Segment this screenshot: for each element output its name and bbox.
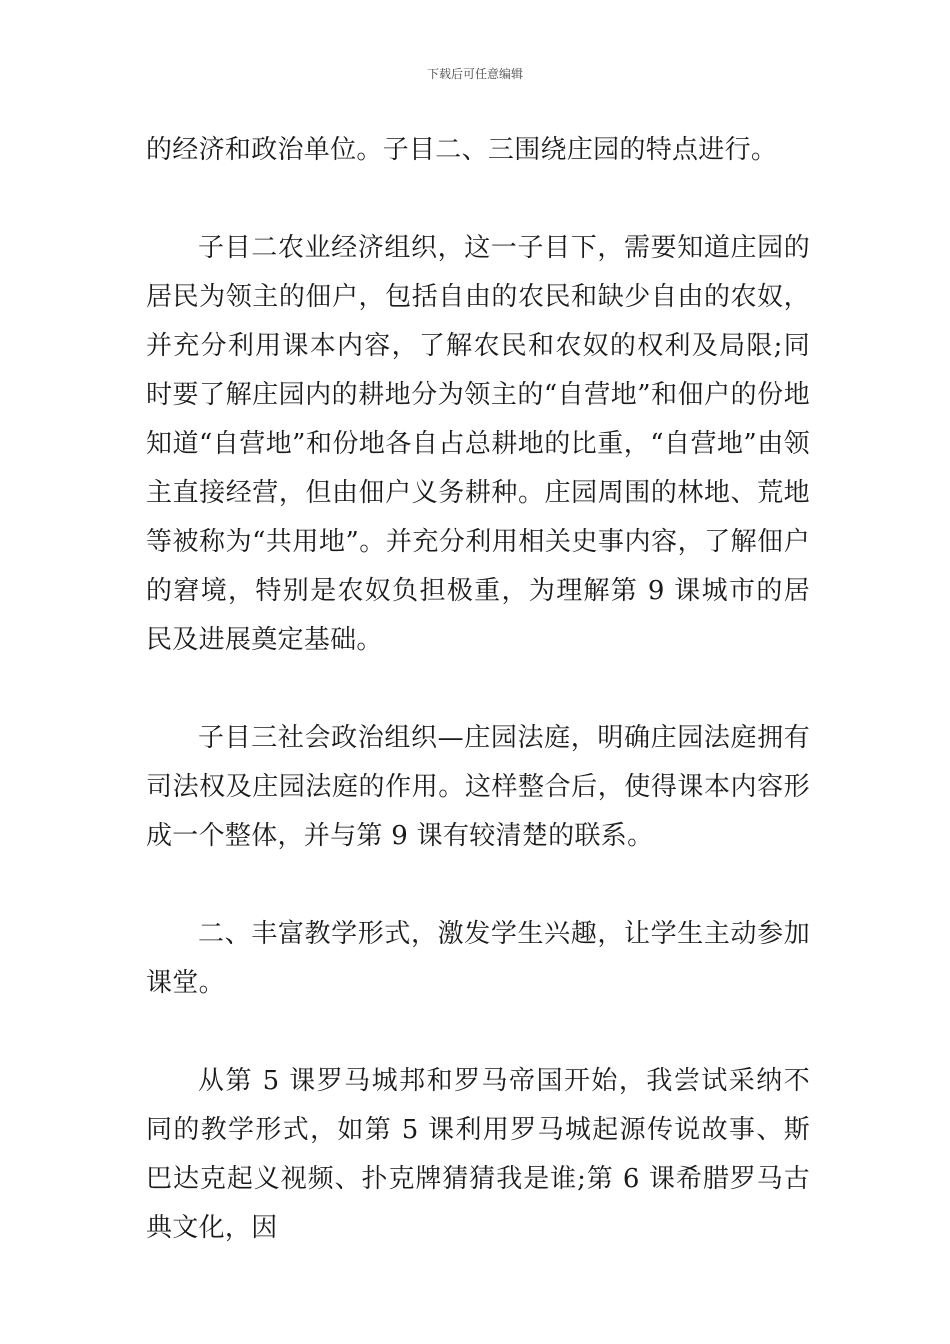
paragraph-section-heading: 二、丰富教学形式，激发学生兴趣，让学生主动参加课堂。 [146, 919, 810, 998]
page-header-note: 下载后可任意编辑 [426, 67, 523, 81]
document-body [146, 126, 810, 1253]
paragraph-gap [146, 1008, 810, 1057]
paragraph-subsection-two: 子目二农业经济组织，这一子目下，需要知道庄园的居民为领主的佃户，包括自由的农民和缺少自由的农奴，并充分利用课本内容，了解农民和农奴的权利及局限;同时要了解庄园内的耕地分为领主的“自营地”和佃户的份地知道“自营地”和份地各自占总耕地的比重，“自营地”由领主直接经营，但由佃户义务耕种。庄园周围的林地、荒地等被称为“共用地”。并充分利用相关史事内容，了解佃户的窘境，特别是农奴负担极重，为理解第 9 课城市的居民及进展奠定基础。 [146, 233, 810, 655]
paragraph-teaching-forms: 从第 5 课罗马城邦和罗马帝国开始，我尝试采纳不同的教学形式，如第 5 课利用罗马城起源传说故事、斯巴达克起义视频、扑克牌猜猜我是谁;第 6 课希腊罗马古典文化，因 [146, 1066, 810, 1243]
paragraph-gap [146, 175, 810, 224]
paragraph-continuation: 的经济和政治单位。子目二、三围绕庄园的特点进行。 [146, 135, 778, 165]
paragraph-gap [146, 665, 810, 714]
paragraph-gap [146, 861, 810, 910]
paragraph-subsection-three: 子目三社会政治组织—庄园法庭，明确庄园法庭拥有司法权及庄园法庭的作用。这样整合后，使得课本内容形成一个整体，并与第 9 课有较清楚的联系。 [146, 723, 810, 851]
